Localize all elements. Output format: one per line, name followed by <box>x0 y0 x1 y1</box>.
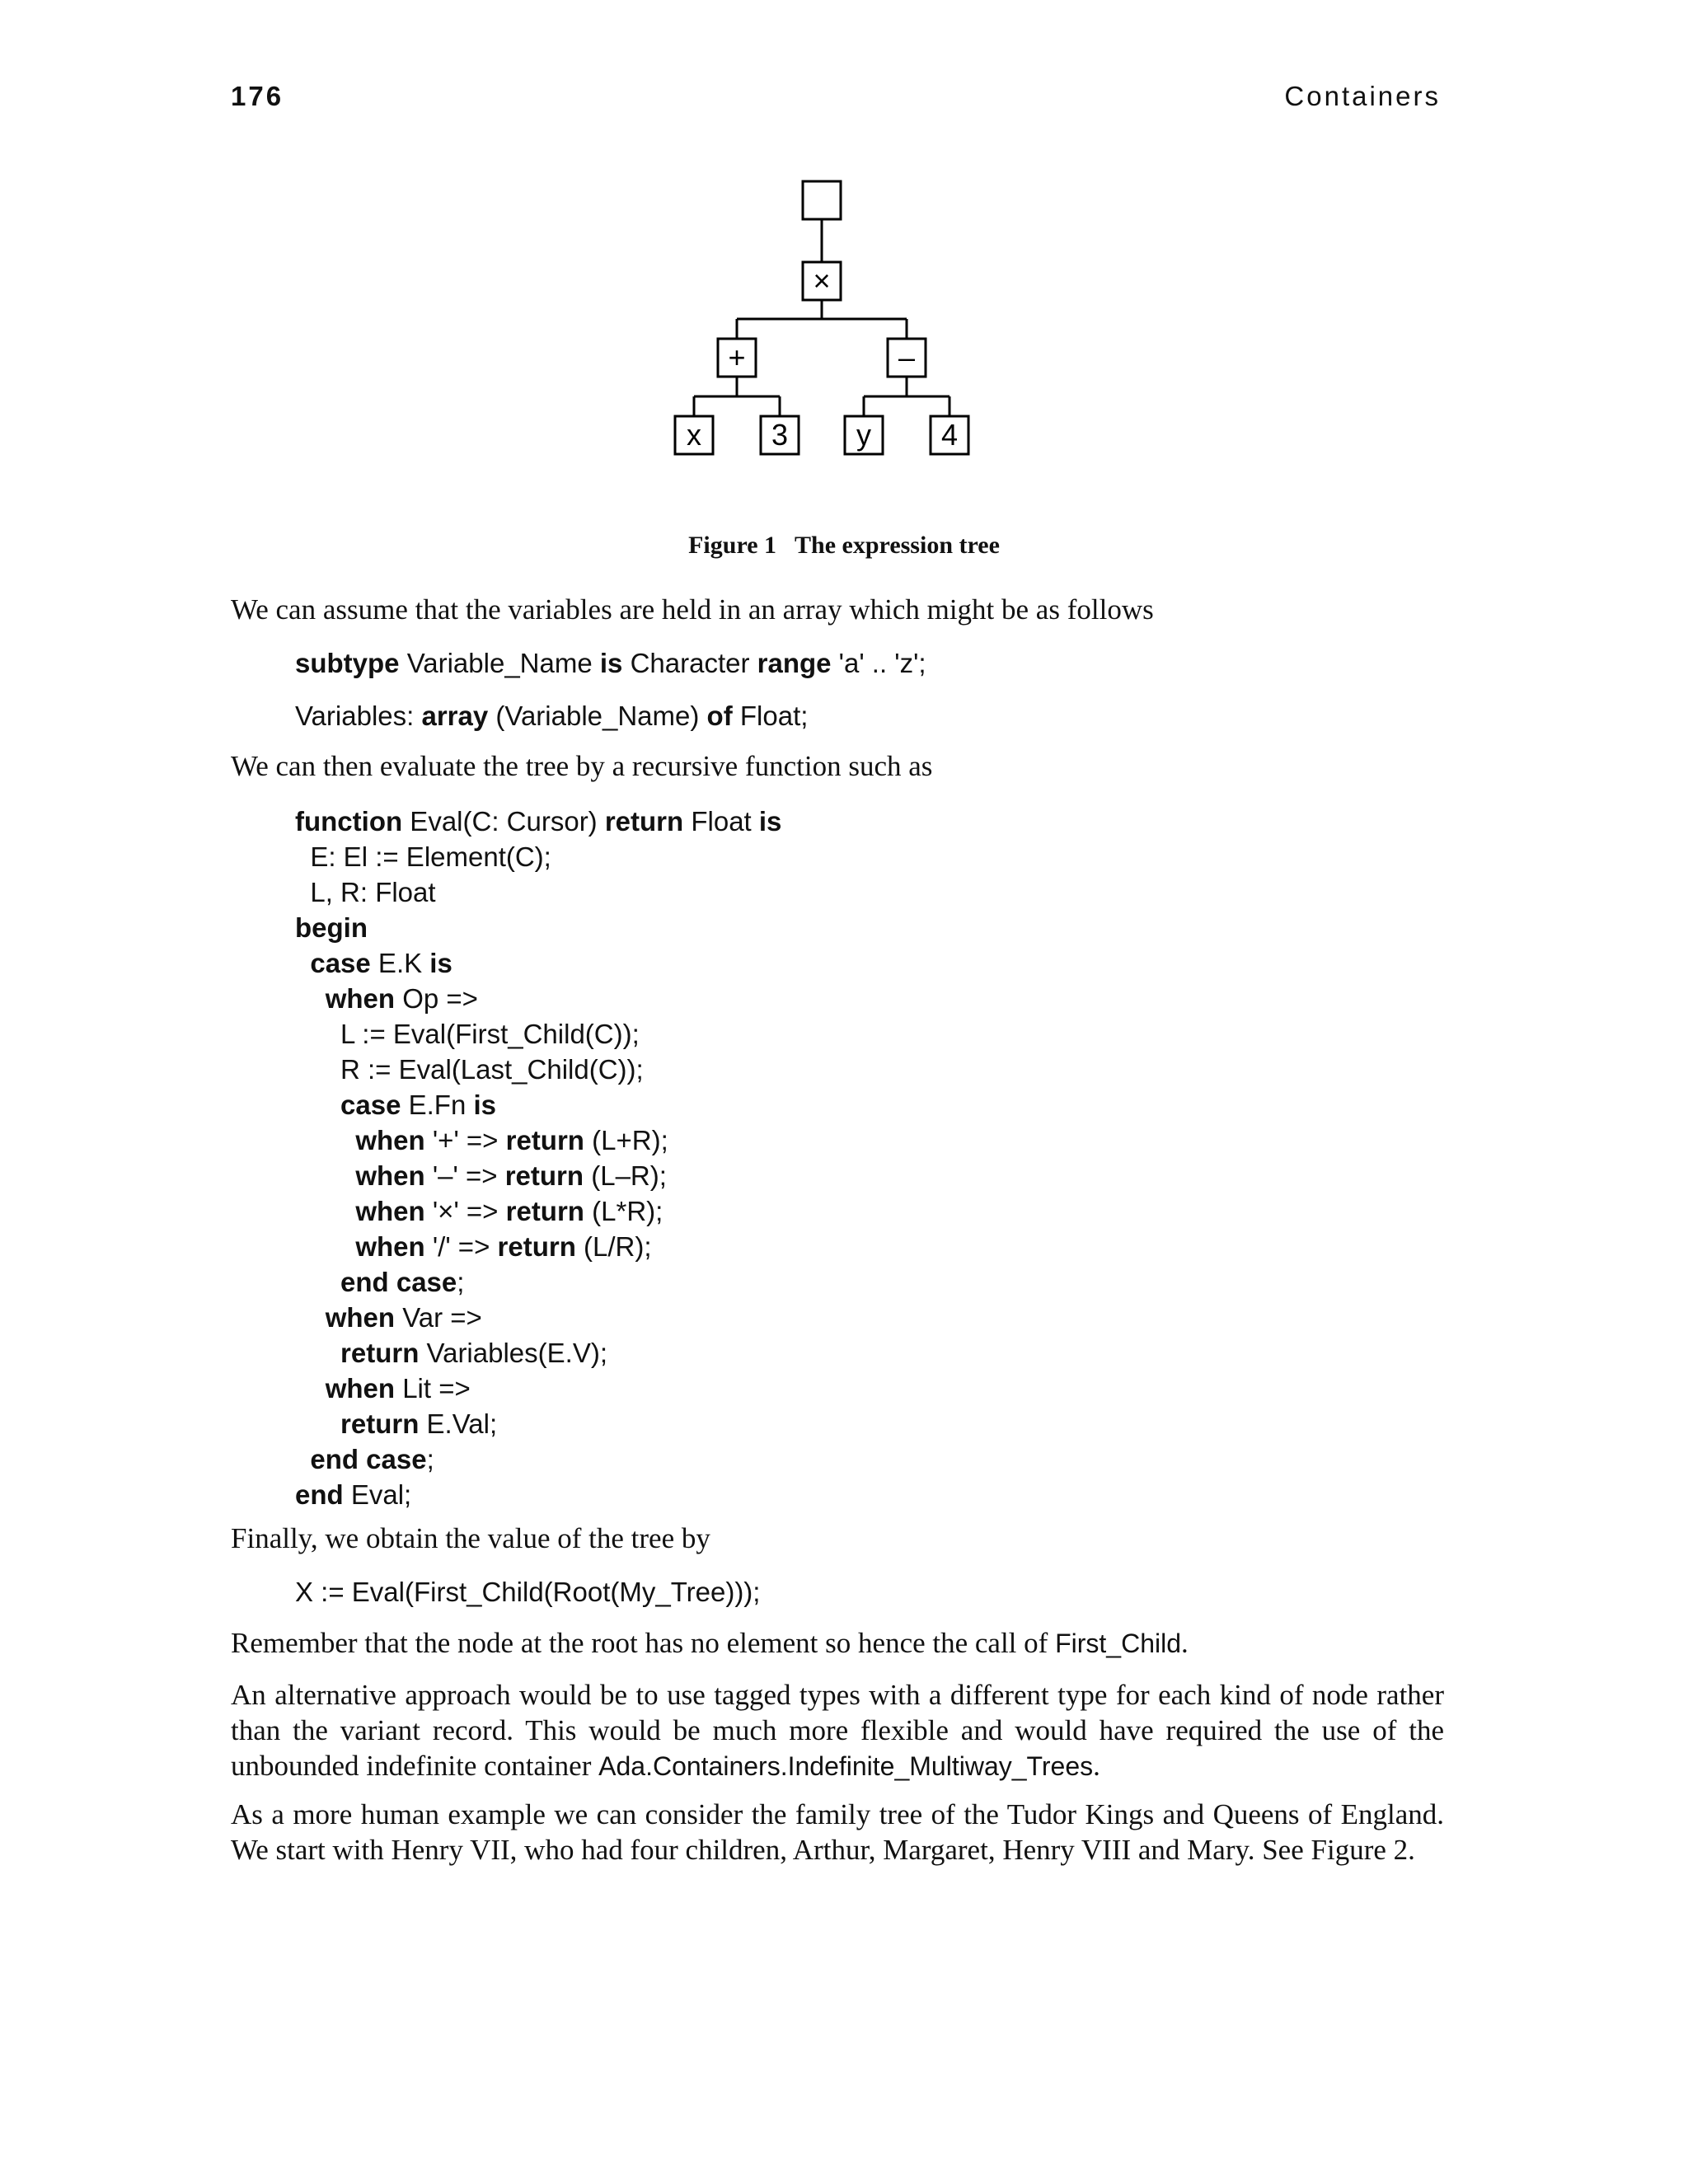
tree-label-y: y <box>856 418 871 452</box>
tree-label-minus: – <box>898 340 916 374</box>
paragraph-root-note <box>231 1625 1444 1661</box>
code-line <box>295 981 781 1016</box>
code-text: Float <box>683 806 759 837</box>
code-keyword: is <box>758 806 782 837</box>
code-text: Float; <box>732 701 809 731</box>
code-keyword: return <box>505 1125 584 1155</box>
code-line <box>295 1016 781 1052</box>
text: . <box>1093 1750 1100 1782</box>
code-line <box>295 1406 781 1441</box>
code-text: (Variable_Name) <box>488 701 707 731</box>
code-text: (L/R); <box>575 1231 652 1262</box>
code-keyword: return <box>340 1408 420 1439</box>
inline-code: Ada.Containers.Indefinite_Multiway_Trees <box>598 1751 1094 1781</box>
paragraph-alternative-approach <box>231 1677 1444 1784</box>
code-keyword: of <box>706 701 733 731</box>
code-eval-function <box>295 804 781 1512</box>
tree-node-root <box>803 181 841 219</box>
paragraph-tudor-example: As a more human example we can consider the family tree of the Tudor Kings and Queens of England. We start with Henry VII, who had four children, Arthur, Margaret, Henry VIII and Mary. See Figure 2. <box>231 1798 1444 1866</box>
code-keyword: when <box>355 1125 425 1155</box>
code-text: '/' => <box>424 1231 498 1262</box>
figure-caption-text: The expression tree <box>795 532 1000 559</box>
figure-caption-label: Figure 1 <box>688 532 777 559</box>
code-eval-call: X := Eval(First_Child(Root(My_Tree))); <box>295 1577 761 1607</box>
code-line <box>295 1158 781 1193</box>
code-text: ; <box>426 1444 434 1474</box>
code-line <box>295 839 781 874</box>
code-line <box>295 1229 781 1264</box>
page-number: 176 <box>231 81 284 111</box>
code-text: Lit => <box>395 1373 471 1404</box>
code-keyword: function <box>295 806 403 837</box>
code-keyword: begin <box>295 912 368 943</box>
code-line <box>295 1371 781 1406</box>
code-text: E.Fn <box>401 1090 474 1120</box>
code-text <box>295 1444 310 1474</box>
code-text <box>295 1373 326 1404</box>
code-text <box>295 1338 340 1368</box>
code-text: Variables(E.V); <box>419 1338 607 1368</box>
code-text <box>295 983 326 1014</box>
code-text: Var => <box>395 1302 482 1333</box>
figure-caption <box>0 532 1688 560</box>
code-keyword: when <box>325 1373 396 1404</box>
paragraph-obtain-value: Finally, we obtain the value of the tree by <box>231 1522 710 1554</box>
code-line <box>295 804 781 839</box>
code-text: L := Eval(First_Child(C)); <box>295 1019 640 1049</box>
code-keyword: is <box>429 948 452 978</box>
code-line <box>295 1300 781 1335</box>
code-keyword: end case <box>340 1267 457 1297</box>
tree-label-times: × <box>813 264 831 298</box>
code-text: (L+R); <box>584 1125 668 1155</box>
code-line <box>295 1264 781 1300</box>
code-array-decl <box>295 698 808 733</box>
code-line <box>295 874 781 910</box>
code-keyword: end <box>295 1479 344 1510</box>
tree-label-3: 3 <box>771 418 789 452</box>
code-line <box>295 1087 781 1122</box>
code-line <box>295 1477 781 1512</box>
tree-label-x: x <box>687 418 701 452</box>
code-text: Op => <box>395 983 478 1014</box>
code-text <box>295 1160 355 1191</box>
code-text <box>295 1267 340 1297</box>
code-text: '×' => <box>424 1196 506 1226</box>
code-text <box>295 948 310 978</box>
code-line <box>295 910 781 945</box>
code-line <box>295 1335 781 1371</box>
code-keyword: when <box>355 1196 425 1226</box>
code-keyword: end case <box>310 1444 427 1474</box>
code-text: (L–R); <box>584 1160 667 1191</box>
code-keyword: when <box>325 1302 396 1333</box>
paragraph-variables-intro: We can assume that the variables are held in an array which might be as follows <box>231 593 1154 626</box>
code-keyword: return <box>505 1196 584 1226</box>
code-line <box>295 1052 781 1087</box>
expression-tree-figure <box>0 0 1688 577</box>
tree-label-plus: + <box>728 340 746 374</box>
code-text <box>295 1196 355 1226</box>
code-text: Character <box>622 648 757 678</box>
code-keyword: when <box>325 983 396 1014</box>
code-text: '+' => <box>424 1125 506 1155</box>
code-keyword: when <box>355 1231 425 1262</box>
inline-code: First_Child <box>1055 1629 1181 1658</box>
code-text: ; <box>457 1267 465 1297</box>
code-keyword: is <box>599 648 623 678</box>
code-keyword: subtype <box>295 648 400 678</box>
code-line <box>295 1122 781 1158</box>
code-text: R := Eval(Last_Child(C)); <box>295 1054 644 1085</box>
code-text <box>295 1125 355 1155</box>
code-text: (L*R); <box>584 1196 663 1226</box>
code-keyword: case <box>310 948 371 978</box>
code-text <box>295 1408 340 1439</box>
code-keyword: is <box>473 1090 496 1120</box>
code-keyword: return <box>604 806 684 837</box>
code-line <box>295 1441 781 1477</box>
code-line <box>295 1193 781 1229</box>
text: An alternative approach would be to use tagged types with a different type for each kind of node rather than the variant record. This would be much more flexible and would have required the use of the unbounded indefinite container <box>231 1679 1444 1782</box>
code-text <box>295 1302 326 1333</box>
code-keyword: range <box>757 648 832 678</box>
code-line <box>295 945 781 981</box>
code-text <box>295 1231 355 1262</box>
code-text: E: El := Element(C); <box>295 841 551 872</box>
text: . <box>1181 1627 1189 1659</box>
code-text: L, R: Float <box>295 877 436 907</box>
code-keyword: array <box>421 701 489 731</box>
code-keyword: case <box>340 1090 401 1120</box>
code-keyword: return <box>504 1160 584 1191</box>
running-head: Containers <box>1284 81 1441 111</box>
code-text: E.K <box>370 948 430 978</box>
code-text: Eval(C: Cursor) <box>402 806 605 837</box>
text: Remember that the node at the root has no element so hence the call of <box>231 1627 1056 1659</box>
code-text: 'a' .. 'z'; <box>831 648 926 678</box>
code-keyword: when <box>355 1160 425 1191</box>
code-text: Variable_Name <box>399 648 600 678</box>
paragraph-evaluate-intro: We can then evaluate the tree by a recursive function such as <box>231 750 933 782</box>
code-text: Variables: <box>295 701 422 731</box>
code-subtype-decl <box>295 645 926 681</box>
code-text: E.Val; <box>419 1408 498 1439</box>
code-text: Eval; <box>343 1479 412 1510</box>
code-keyword: return <box>497 1231 576 1262</box>
code-text <box>295 1090 340 1120</box>
tree-label-4: 4 <box>940 418 959 452</box>
code-text: '–' => <box>424 1160 505 1191</box>
code-keyword: return <box>340 1338 420 1368</box>
